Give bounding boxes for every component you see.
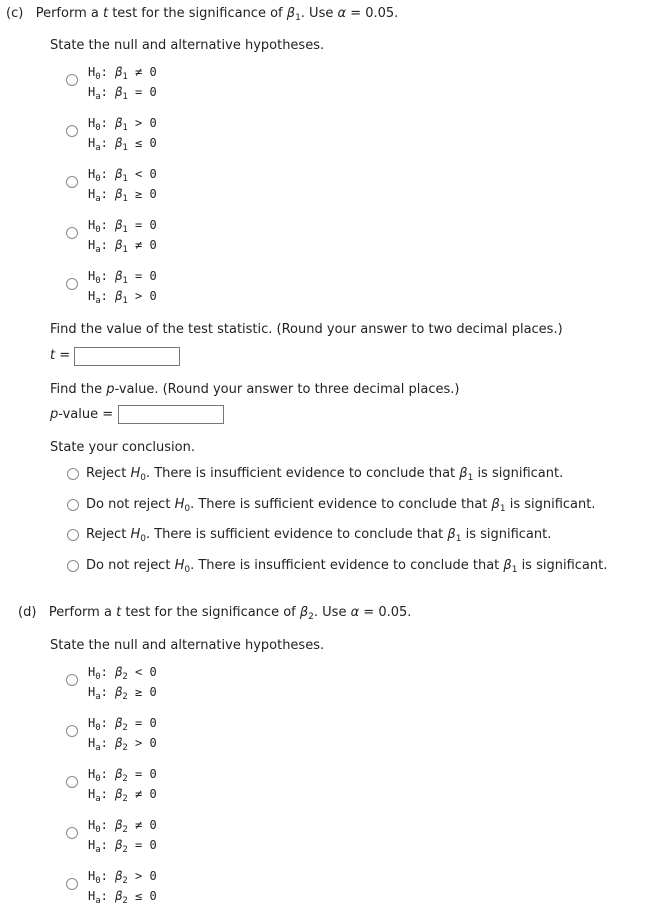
p-value-prompt: Find the p-value. (Round your answer to three decimal places.) bbox=[50, 382, 460, 397]
conclusion-option-1-label: Reject $H_0$. There is insufficient evidence to conclude that $\beta_1$ is significant. bbox=[86, 466, 564, 483]
p-value-input[interactable] bbox=[118, 405, 224, 424]
part-c-hypothesis-option-5-null-hypothesis: $H_0$: $\beta_1 = 0$ bbox=[88, 269, 157, 286]
part-c-hypothesis-option-4-radio[interactable] bbox=[66, 227, 78, 239]
test-statistic-input[interactable] bbox=[74, 347, 180, 366]
part-c-hypothesis-option-3-null-hypothesis: $H_0$: $\beta_1 < 0$ bbox=[88, 167, 157, 184]
part-c-hypothesis-option-3-alt-hypothesis: $H_a$: $\beta_1 \ge 0$ bbox=[88, 187, 157, 204]
part-c-hypothesis-option-1-radio[interactable] bbox=[66, 74, 78, 86]
part-c-hypothesis-option-2-null-hypothesis: $H_0$: $\beta_1 > 0$ bbox=[88, 116, 157, 133]
part-d-hypothesis-option-5-alt-hypothesis: $H_a$: $\beta_2 \le 0$ bbox=[88, 889, 157, 906]
conclusion-option-3-label: Reject $H_0$. There is sufficient evidence to conclude that $\beta_1$ is significant. bbox=[86, 527, 552, 544]
part-d-hypothesis-option-3-null-hypothesis: $H_0$: $\beta_2 = 0$ bbox=[88, 767, 157, 784]
part-c-hypothesis-option-1-alt-hypothesis: $H_a$: $\beta_1 = 0$ bbox=[88, 85, 157, 102]
part-d-hypothesis-option-1-alt-hypothesis: $H_a$: $\beta_2 \ge 0$ bbox=[88, 685, 157, 702]
part-d-hypothesis-option-5-radio[interactable] bbox=[66, 878, 78, 890]
part-c-hypothesis-option-2-alt-hypothesis: $H_a$: $\beta_1 \le 0$ bbox=[88, 136, 157, 153]
part-c-hypothesis-option-1-null-hypothesis: $H_0$: $\beta_1 \ne 0$ bbox=[88, 65, 157, 82]
part-c-hypothesis-option-2-radio[interactable] bbox=[66, 125, 78, 137]
test-statistic-prompt: Find the value of the test statistic. (Round your answer to two decimal places.) bbox=[50, 322, 563, 337]
part-d-hypothesis-option-3-alt-hypothesis: $H_a$: $\beta_2 \ne 0$ bbox=[88, 787, 157, 804]
part-d-hypothesis-option-1-radio[interactable] bbox=[66, 674, 78, 686]
part-d-hypothesis-option-1-null-hypothesis: $H_0$: $\beta_2 < 0$ bbox=[88, 665, 157, 682]
test-statistic-label: t = bbox=[50, 348, 71, 363]
part-c-hypothesis-option-3-radio[interactable] bbox=[66, 176, 78, 188]
part-c-hypothesis-option-5-radio[interactable] bbox=[66, 278, 78, 290]
part-c-hypothesis-option-4-null-hypothesis: $H_0$: $\beta_1 = 0$ bbox=[88, 218, 157, 235]
part-d-hypothesis-option-2-alt-hypothesis: $H_a$: $\beta_2 > 0$ bbox=[88, 736, 157, 753]
part-d-hypothesis-option-4-alt-hypothesis: $H_a$: $\beta_2 = 0$ bbox=[88, 838, 157, 855]
p-value-label: p-value = bbox=[50, 407, 114, 422]
part-d-heading: (d) Perform a t test for the significance of $\beta_2$. Use α = 0.05. bbox=[18, 605, 412, 622]
part-d-hypothesis-option-3-radio[interactable] bbox=[66, 776, 78, 788]
part-d-hypothesis-option-4-null-hypothesis: $H_0$: $\beta_2 \ne 0$ bbox=[88, 818, 157, 835]
part-d-hypothesis-option-5-null-hypothesis: $H_0$: $\beta_2 > 0$ bbox=[88, 869, 157, 886]
part-d-hypotheses-prompt: State the null and alternative hypotheses. bbox=[50, 638, 325, 653]
part-d-hypothesis-option-2-radio[interactable] bbox=[66, 725, 78, 737]
part-c-hypotheses-prompt: State the null and alternative hypotheses. bbox=[50, 38, 325, 53]
conclusion-option-2-radio[interactable] bbox=[67, 499, 79, 511]
conclusion-option-4-radio[interactable] bbox=[67, 560, 79, 572]
part-c-hypothesis-option-4-alt-hypothesis: $H_a$: $\beta_1 \ne 0$ bbox=[88, 238, 157, 255]
part-c-heading: (c) Perform a t test for the significance of $\beta_1$. Use α = 0.05. bbox=[6, 6, 399, 23]
conclusion-option-3-radio[interactable] bbox=[67, 529, 79, 541]
conclusion-prompt: State your conclusion. bbox=[50, 440, 195, 455]
conclusion-option-1-radio[interactable] bbox=[67, 468, 79, 480]
part-c-hypothesis-option-5-alt-hypothesis: $H_a$: $\beta_1 > 0$ bbox=[88, 289, 157, 306]
conclusion-option-4-label: Do not reject $H_0$. There is insufficient evidence to conclude that $\beta_1$ is significant. bbox=[86, 557, 608, 575]
part-d-hypothesis-option-2-null-hypothesis: $H_0$: $\beta_2 = 0$ bbox=[88, 716, 157, 733]
part-d-hypothesis-option-4-radio[interactable] bbox=[66, 827, 78, 839]
conclusion-option-2-label: Do not reject $H_0$. There is sufficient evidence to conclude that $\beta_1$ is significant. bbox=[86, 496, 596, 514]
